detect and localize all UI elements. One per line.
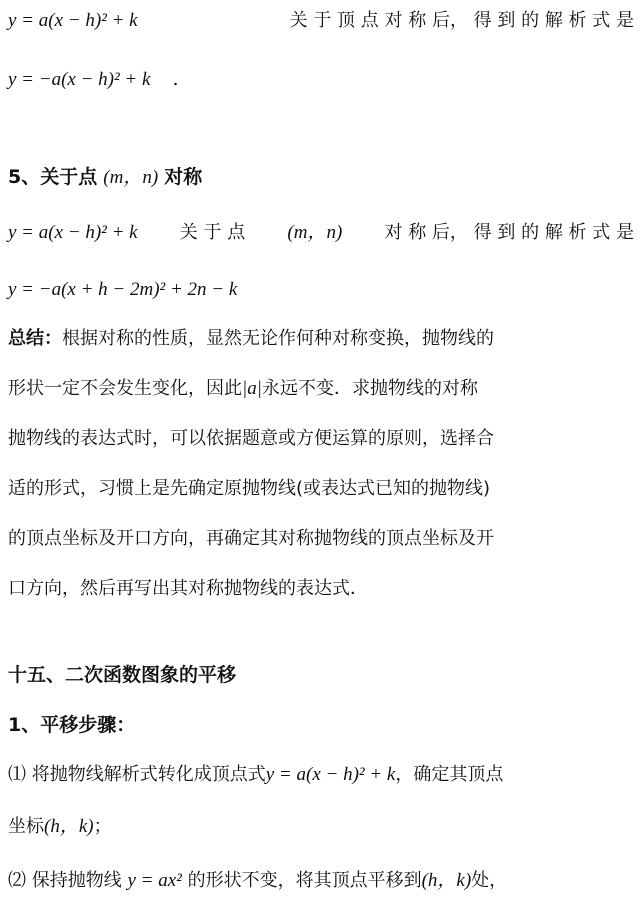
section5-formula-result: y = −a(x + h − 2m)² + 2n − k: [8, 279, 238, 300]
line-formula-result: [8, 64, 634, 95]
step2-point: (h，k): [421, 870, 472, 891]
summary-label: 总结：: [8, 328, 62, 349]
summary-line6: [8, 574, 634, 604]
section5-heading-suffix: 对称: [164, 166, 203, 188]
step1-text: 将抛物线解析式转化成顶点式: [31, 764, 266, 785]
summary-text-4: 适的形式，习惯上是先确定原抛物线(或表达式已知的抛物线): [8, 478, 491, 499]
section5-heading: [8, 162, 634, 193]
step2-formula: y = ax²: [127, 870, 182, 891]
summary-line2: [8, 374, 634, 404]
step2-mid: 的形状不变，将其顶点平移到: [187, 870, 422, 891]
line-formula-symmetry-vertex: [8, 6, 634, 36]
section15-sub1-text: 1、平移步骤：: [8, 714, 136, 736]
abs-a: |a|: [242, 378, 262, 399]
step1-line2-text: 坐标: [8, 816, 44, 837]
formula-original: y = a(x − h)² + k: [8, 10, 138, 31]
summary-text-1: 根据对称的性质，显然无论作何种对称变换，抛物线的: [62, 328, 494, 349]
step1-line2: [8, 812, 634, 842]
period: .: [172, 68, 179, 90]
section5-point: (m，n): [287, 222, 343, 243]
summary-line4: [8, 474, 634, 504]
summary-text-2b: 永远不变．求抛物线的对称: [261, 378, 478, 399]
section15-title-text: 十五、二次函数图象的平移: [8, 664, 237, 686]
step1-formula: y = a(x − h)² + k: [265, 764, 396, 785]
section5-heading-prefix: 5、关于点: [8, 166, 98, 188]
step2-text: 保持抛物线: [31, 870, 122, 891]
step2-tail: 处，: [471, 870, 508, 891]
section5-formula-original: y = a(x − h)² + k: [8, 222, 138, 243]
step2-line1: [8, 866, 634, 896]
summary-line1: [8, 324, 634, 354]
summary-text-5: 的顶点坐标及开口方向，再确定其对称抛物线的顶点坐标及开: [8, 528, 494, 549]
summary-line5: [8, 524, 634, 554]
section15-title: [8, 660, 634, 690]
section5-text-result: 对 称 后， 得 到 的 解 析 式 是: [384, 222, 634, 243]
section5-text-about-point: 关 于 点: [179, 222, 246, 243]
step1-end: ；: [93, 816, 112, 837]
summary-text-2a: 形状一定不会发生变化，因此: [8, 378, 242, 399]
step1-line1: [8, 760, 634, 790]
summary-line3: [8, 424, 634, 454]
text-vertex-symmetry: 关 于 顶 点 对 称 后， 得 到 的 解 析 式 是: [289, 10, 634, 31]
step1-point: (h，k): [44, 816, 94, 837]
summary-text-3: 抛物线的表达式时，可以依据题意或方便运算的原则，选择合: [8, 428, 494, 449]
formula-result: y = −a(x − h)² + k: [8, 69, 151, 90]
step1-tail: ，确定其顶点: [395, 764, 504, 785]
summary-text-6: 口方向，然后再写出其对称抛物线的表达式．: [8, 578, 368, 599]
section5-line2: [8, 274, 634, 305]
step1-number: ⑴: [8, 764, 26, 785]
section5-line1: [8, 218, 634, 248]
step2-number: ⑵: [8, 870, 26, 891]
section5-heading-point: (m，n): [103, 167, 159, 188]
section15-sub1: [8, 710, 634, 740]
